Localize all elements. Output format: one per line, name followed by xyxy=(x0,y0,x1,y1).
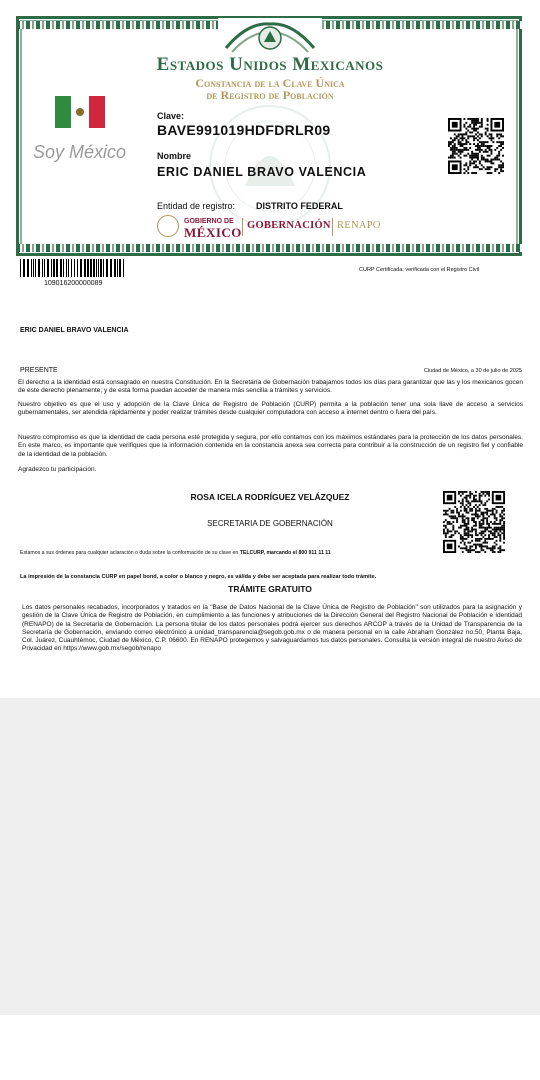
print-validity-note: La impresión de la constancia CURP en papel bond, a color o blanco y negro, es válida y debe ser aceptada para realizar todo trámite. xyxy=(20,574,377,580)
logo-divider xyxy=(242,218,243,236)
curp-label: Clave: xyxy=(157,111,185,121)
letter-date: Ciudad de México, a 30 de julio de 2025 xyxy=(423,368,522,374)
curp-value: BAVE991019HDFDRLR09 xyxy=(157,122,331,138)
document-subtitle-line2: de Registro de Población xyxy=(206,88,334,102)
national-crest-icon xyxy=(218,18,322,56)
letter-addressee: ERIC DANIEL BRAVO VALENCIA xyxy=(20,327,129,334)
contact-note-text: Estamos a sus órdenes para cualquier aclaración o duda sobre la conformación de su clave en xyxy=(20,550,240,556)
mexico-logo-text: MÉXICO xyxy=(184,225,242,240)
qr-code-icon xyxy=(448,118,504,174)
registration-entity-value: DISTRITO FEDERAL xyxy=(256,201,343,211)
document-subtitle-line1: Constancia de la Clave Única xyxy=(195,76,345,90)
gobernacion-logo-text: GOBERNACIÓN xyxy=(247,220,331,231)
blank-gray-panel xyxy=(0,698,540,1015)
name-label: Nombre xyxy=(157,151,192,161)
gobierno-de-label: GOBIERNO DE xyxy=(184,218,234,225)
letter-greeting: PRESENTE xyxy=(20,367,58,374)
signature-qr-code-icon xyxy=(443,491,505,553)
letter-paragraph-2: Nuestro objetivo es que el uso y adopción de la Clave Única de Registro de Población (CURP) permita a la población tener una sola llave de acceso a servicios gubernamentales, ser atendida rápidamente y poder realizar trámites desde cualquier computadora con acceso a internet dentro o fuera del país. xyxy=(18,401,523,417)
signer-name: ROSA ICELA RODRÍGUEZ VELÁZQUEZ xyxy=(190,492,350,502)
curp-certified-note: CURP Certificada: verificada con el Registro Civil xyxy=(359,267,480,273)
letter-paragraph-1: El derecho a la identidad está consagrado en nuestra Constitución. En la Secretaría de Gobernación trabajamos todos los días para garantizar que las y los mexicanos gocen de este derecho plenamente; y de esta forma puedan acceder de manera más sencilla a trámites y servicios. xyxy=(18,379,523,395)
bottom-fret-border xyxy=(16,244,522,252)
gobierno-seal-icon xyxy=(157,215,179,237)
letter-thanks: Agradezco tu participación. xyxy=(18,466,97,473)
barcode-icon xyxy=(20,259,126,277)
soy-mexico-slogan: Soy México xyxy=(33,142,127,162)
mexican-flag-icon xyxy=(55,96,105,128)
renapo-logo-text: RENAPO xyxy=(337,220,381,231)
free-procedure-label: TRÁMITE GRATUITO xyxy=(228,584,312,594)
contact-note xyxy=(20,550,331,556)
logo-divider xyxy=(332,218,333,236)
registration-entity-label: Entidad de registro: xyxy=(157,201,236,211)
barcode-number: 109016200000089 xyxy=(44,280,103,287)
privacy-notice: Los datos personales recabados, incorporados y tratados en la "Base de Datos Nacional de la Clave Única de Registro de Población" son utilizados para la asignación y gestión de la Clave Única de Registro de Población, en cumplimiento a las funciones y atribuciones de la Dirección General del Registro Nacional de Población e Identidad (RENAPO) de la Secretaría de Gobernación. La persona titular de los datos personales podrá ejercer sus derechos ARCOP a través de la Unidad de Transparencia de la Secretaría de Gobernación, enviando correo electrónico a unidad_transparencia@segob.gob.mx o de manera personal en la calle Abraham González no.50, Planta Baja, Col. Juárez, Cuauhtémoc, Ciudad de México, C.P. 06600. En RENAPO protegemos y salvaguardamos tus datos personales. Consulta la versión integral de nuestro Aviso de Privacidad en https://www.gob.mx/segob/renapo xyxy=(22,604,522,653)
letter-paragraph-3: Nuestro compromiso es que la identidad de cada persona esté protegida y segura, por ello contamos con los máximos estándares para la protección de los datos personales. En este marco, es importante que verifiques que la información contenida en la constancia anexa sea correcta para contribuir a la construcción de un registro fiel y confiable de la identidad de la población. xyxy=(18,434,523,458)
name-value: ERIC DANIEL BRAVO VALENCIA xyxy=(157,165,367,179)
signer-position: SECRETARIA DE GOBERNACIÓN xyxy=(207,519,333,528)
telcurp-phone: TELCURP, marcando el 800 911 11 11 xyxy=(239,550,331,556)
document-title: Estados Unidos Mexicanos xyxy=(156,54,384,75)
